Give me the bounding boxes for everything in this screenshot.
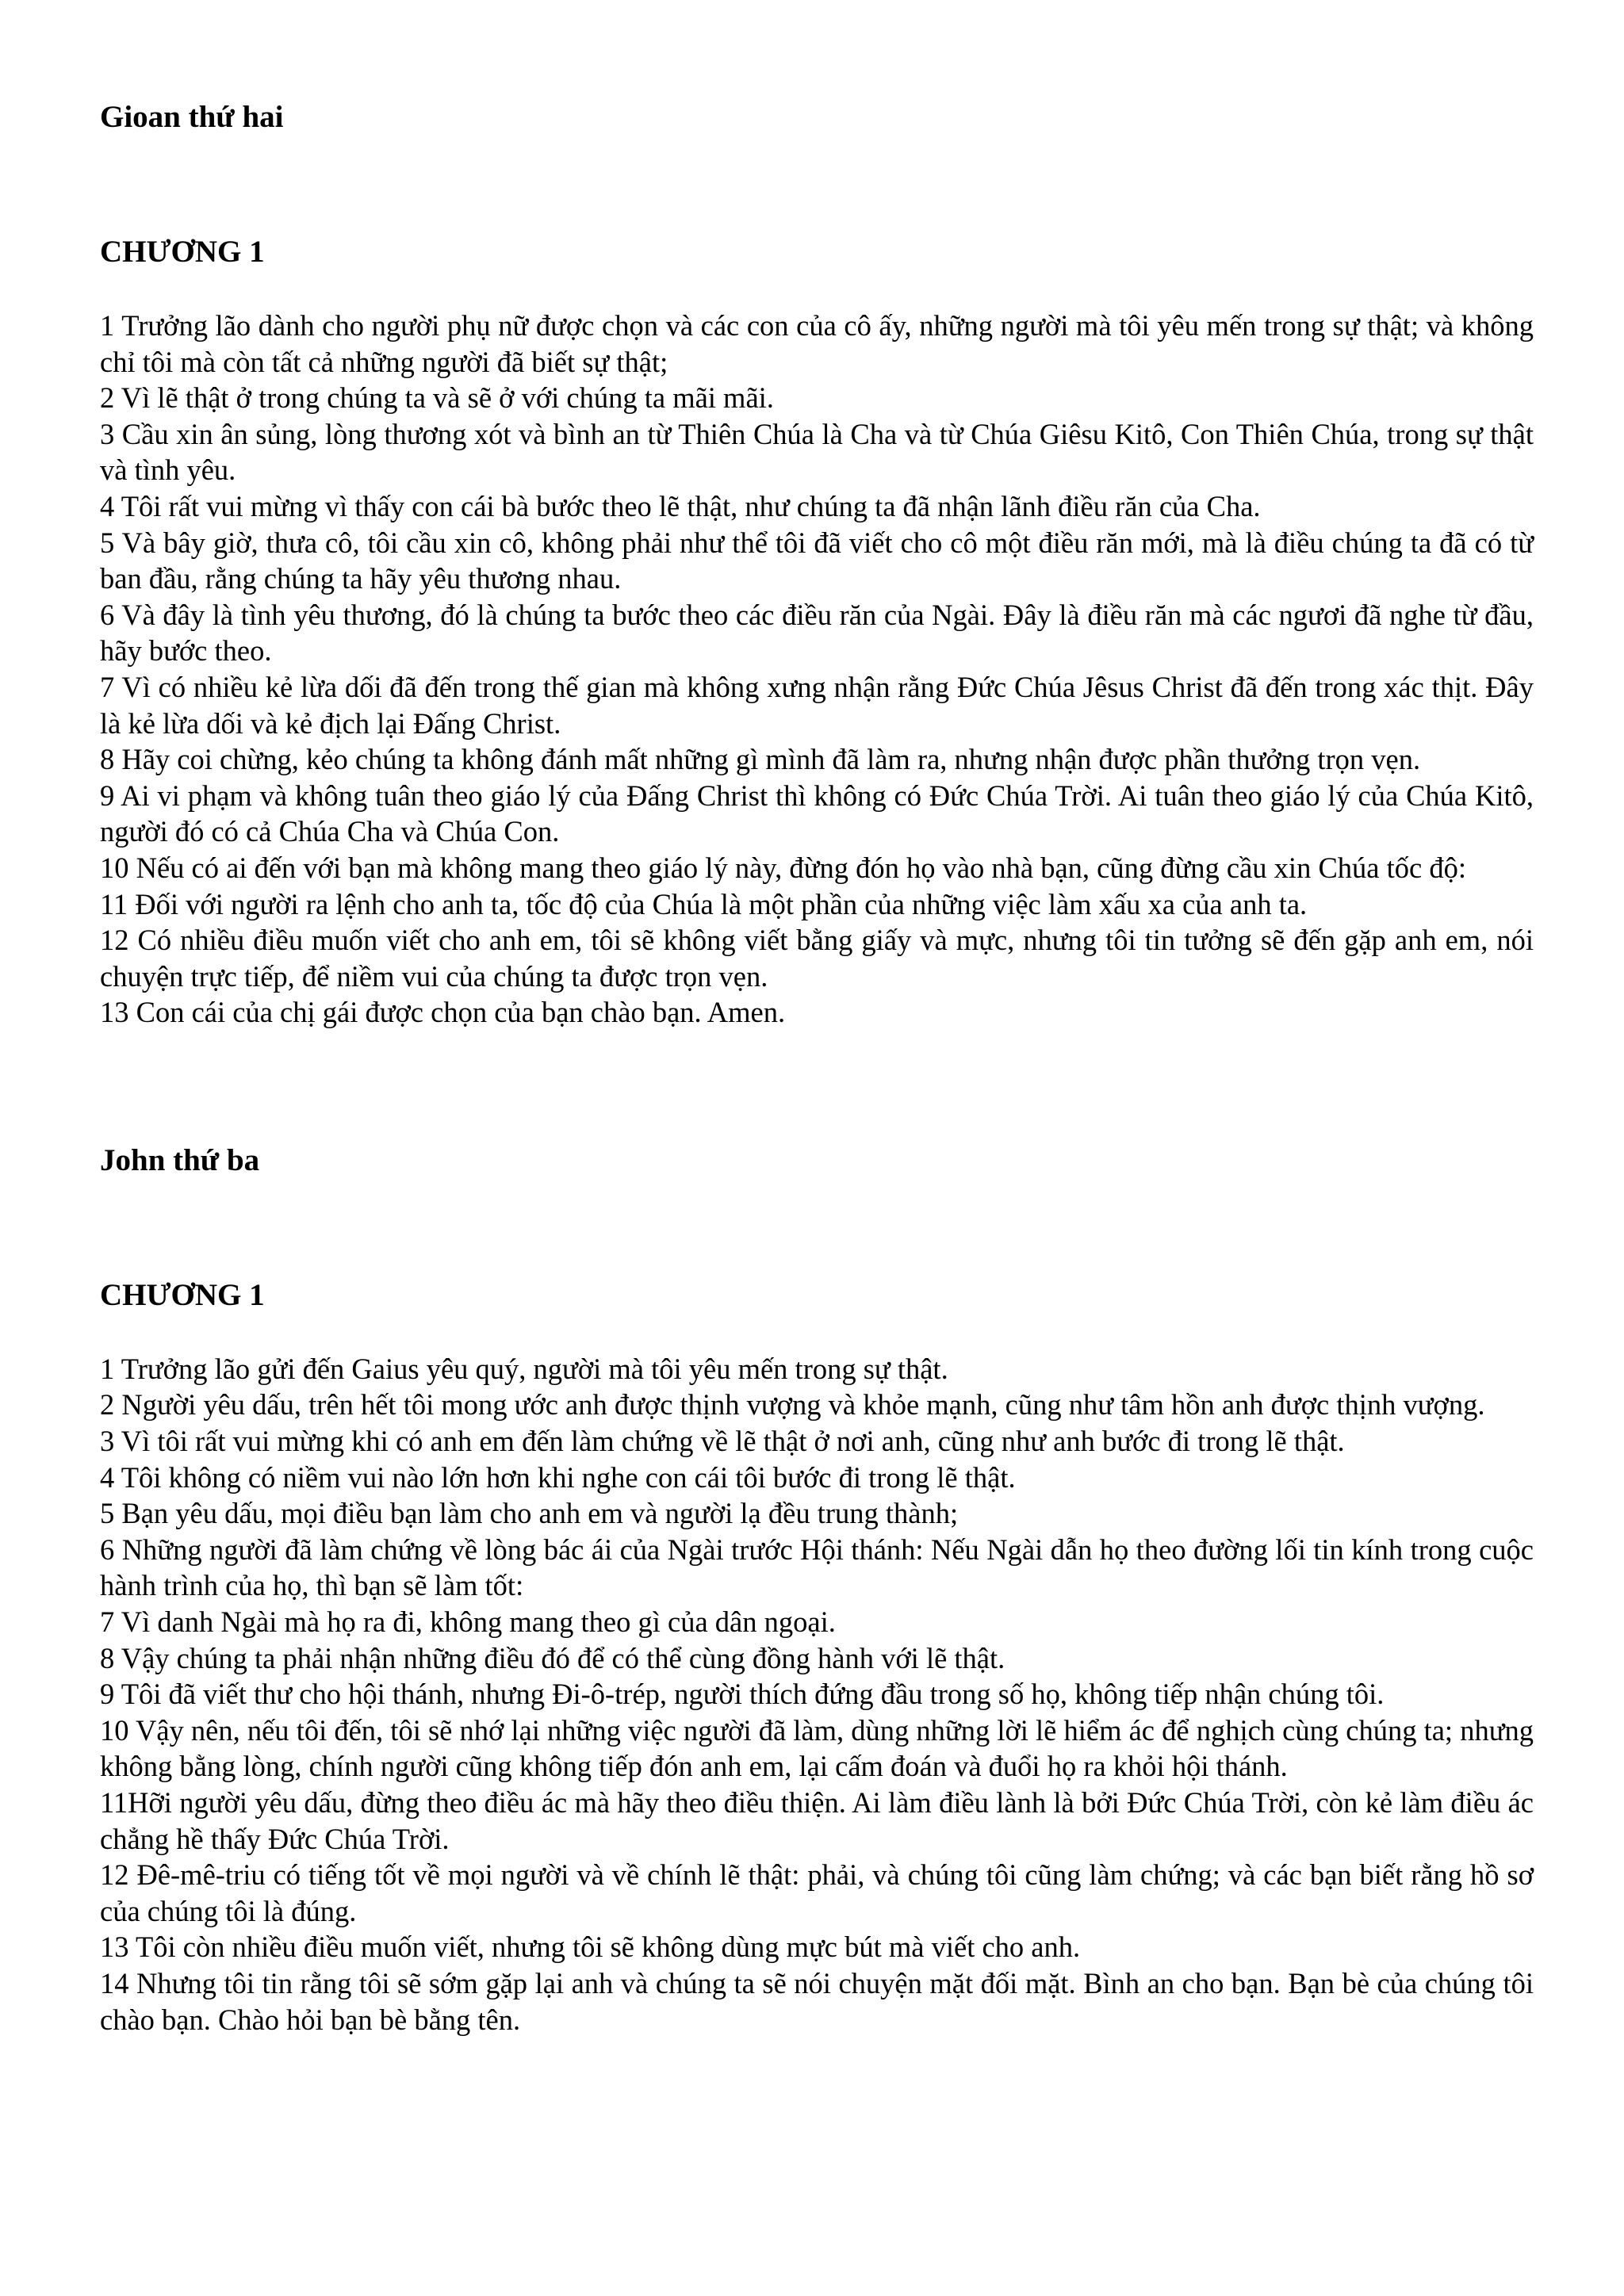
verse: 2 Người yêu dấu, trên hết tôi mong ước anh được thịnh vượng và khỏe mạnh, cũng như tâm hồn anh được thịnh vượng.: [100, 1388, 1485, 1422]
verse: 10 Nếu có ai đến với bạn mà không mang theo giáo lý này, đừng đón họ vào nhà bạn, cũng đừng cầu xin Chúa tốc độ:: [100, 851, 1466, 884]
chapter-heading: CHƯƠNG 1: [100, 1277, 265, 1312]
verse: 1 Trưởng lão gửi đến Gaius yêu quý, người mà tôi yêu mến trong sự thật.: [100, 1352, 948, 1385]
verse-list: [100, 1351, 1534, 2038]
verse: 11Hỡi người yêu dấu, đừng theo điều ác mà hãy theo điều thiện. Ai làm điều lành là bởi Đức Chúa Trời, còn kẻ làm điều ác chẳng hề thấy Đức Chúa Trời.: [100, 1786, 1534, 1855]
verse: 11 Đối với người ra lệnh cho anh ta, tốc độ của Chúa là một phần của những việc làm xấu xa của anh ta.: [100, 887, 1308, 920]
verse: 7 Vì danh Ngài mà họ ra đi, không mang theo gì của dân ngoại.: [100, 1605, 836, 1639]
chapter-heading: CHƯƠNG 1: [100, 235, 265, 269]
book-section-third-john: [100, 1137, 1534, 2038]
verse: 9 Ai vi phạm và không tuân theo giáo lý của Đấng Christ thì không có Đức Chúa Trời. Ai tuân theo giáo lý của Chúa Kitô, người đó có cả Chúa Cha và Chúa Con.: [100, 779, 1534, 848]
verse: 6 Và đây là tình yêu thương, đó là chúng ta bước theo các điều răn của Ngài. Đây là điều răn mà các ngươi đã nghe từ đầu, hãy bước theo.: [100, 598, 1534, 668]
verse: 5 Bạn yêu dấu, mọi điều bạn làm cho anh em và người lạ đều trung thành;: [100, 1497, 959, 1530]
verse: 8 Vậy chúng ta phải nhận những điều đó để có thể cùng đồng hành với lẽ thật.: [100, 1641, 1005, 1674]
verse: 1 Trưởng lão dành cho người phụ nữ được chọn và các con của cô ấy, những người mà tôi yêu mến trong sự thật; và không chỉ tôi mà còn tất cả những người đã biết sự thật;: [100, 309, 1534, 378]
document-content: [100, 94, 1534, 2038]
verse: 2 Vì lẽ thật ở trong chúng ta và sẽ ở với chúng ta mãi mãi.: [100, 381, 774, 415]
verse: 3 Vì tôi rất vui mừng khi có anh em đến làm chứng về lẽ thật ở nơi anh, cũng như anh bước đi trong lẽ thật.: [100, 1425, 1345, 1458]
verse: 4 Tôi rất vui mừng vì thấy con cái bà bước theo lẽ thật, như chúng ta đã nhận lãnh điều răn của Cha.: [100, 489, 1261, 522]
verse: 3 Cầu xin ân sủng, lòng thương xót và bình an từ Thiên Chúa là Cha và từ Chúa Giêsu Kitô, Con Thiên Chúa, trong sự thật và tình yêu.: [100, 417, 1534, 487]
verse: 10 Vậy nên, nếu tôi đến, tôi sẽ nhớ lại những việc người đã làm, dùng những lời lẽ hiểm ác để nghịch cùng chúng ta; nhưng không bằng lòng, chính người cũng không tiếp đón anh em, lại cấm đoán và đuổi họ ra khỏi hội thánh.: [100, 1713, 1534, 1783]
verse: 6 Những người đã làm chứng về lòng bác ái của Ngài trước Hội thánh: Nếu Ngài dẫn họ theo đường lối tin kính trong cuộc hành trình của họ, thì bạn sẽ làm tốt:: [100, 1533, 1534, 1602]
verse: 13 Tôi còn nhiều điều muốn viết, nhưng tôi sẽ không dùng mực bút mà viết cho anh.: [100, 1931, 1081, 1964]
verse: 4 Tôi không có niềm vui nào lớn hơn khi nghe con cái tôi bước đi trong lẽ thật.: [100, 1460, 1016, 1494]
book-section-second-john: [100, 94, 1534, 1031]
verse: 12 Đê-mê-triu có tiếng tốt về mọi người và về chính lẽ thật: phải, và chúng tôi cũng làm chứng; và các bạn biết rằng hồ sơ của chúng tôi là đúng.: [100, 1858, 1534, 1927]
book-title: John thứ ba: [100, 1142, 260, 1177]
verse: 9 Tôi đã viết thư cho hội thánh, nhưng Đi-ô-trép, người thích đứng đầu trong số họ, không tiếp nhận chúng tôi.: [100, 1678, 1385, 1711]
book-title: Gioan thứ hai: [100, 100, 284, 134]
verse: 5 Và bây giờ, thưa cô, tôi cầu xin cô, không phải như thể tôi đã viết cho cô một điều răn mới, mà là điều chúng ta đã có từ ban đầu, rằng chúng ta hãy yêu thương nhau.: [100, 526, 1534, 595]
verse-list: [100, 308, 1534, 1031]
verse: 7 Vì có nhiều kẻ lừa dối đã đến trong thế gian mà không xưng nhận rằng Đức Chúa Jêsus Christ đã đến trong xác thịt. Đây là kẻ lừa dối và kẻ địch lại Đấng Christ.: [100, 670, 1534, 740]
verse: 13 Con cái của chị gái được chọn của bạn chào bạn. Amen.: [100, 996, 786, 1029]
verse: 14 Nhưng tôi tin rằng tôi sẽ sớm gặp lại anh và chúng ta sẽ nói chuyện mặt đối mặt. Bình an cho bạn. Bạn bè của chúng tôi chào bạn. Chào hỏi bạn bè bằng tên.: [100, 1966, 1534, 2036]
verse: 8 Hãy coi chừng, kẻo chúng ta không đánh mất những gì mình đã làm ra, nhưng nhận được phần thưởng trọn vẹn.: [100, 743, 1421, 776]
verse: 12 Có nhiều điều muốn viết cho anh em, tôi sẽ không viết bằng giấy và mực, nhưng tôi tin tưởng sẽ đến gặp anh em, nói chuyện trực tiếp, để niềm vui của chúng ta được trọn vẹn.: [100, 924, 1534, 993]
